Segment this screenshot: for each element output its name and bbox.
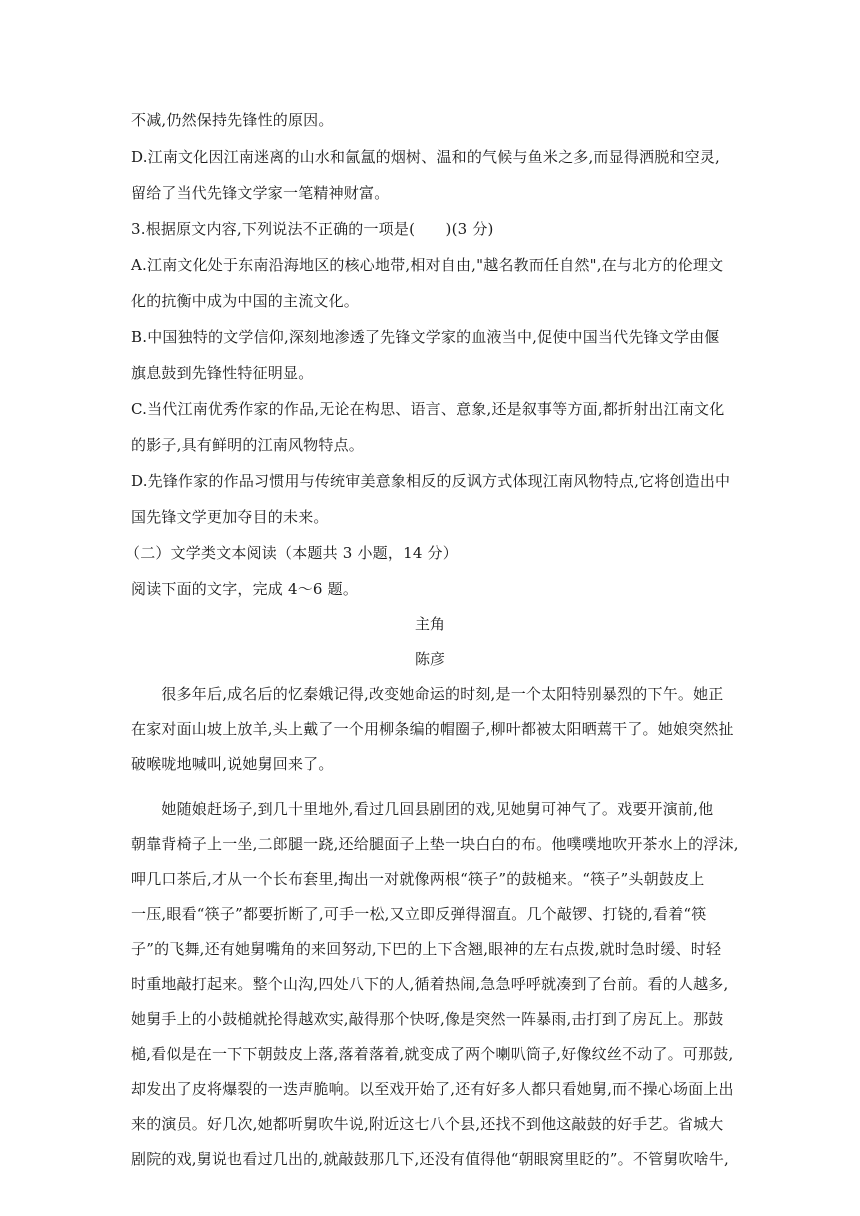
story-line: 却发出了皮将爆裂的一迭声脆响。以至戏开始了,还有好多人都只看她舅,而不操心场面上出 [131,1080,734,1098]
text-line: 留给了当代先锋文学家一笔精神财富。 [131,184,390,202]
option-c-cont: 的影子,具有鲜明的江南风物特点。 [131,436,364,454]
section-heading: （二）文学类文本阅读（本题共 3 小题，14 分） [125,544,458,562]
story-line: 呷几口茶后,才从一个长布套里,掏出一对就像两根“筷子”的鼓槌来。“筷子”头朝鼓皮上 [131,870,705,888]
story-line: 在家对面山坡上放羊,头上戴了一个用柳条编的帽圈子,柳叶都被太阳晒蔫干了。她娘突然扯 [131,720,734,738]
text-line: 不减,仍然保持先锋性的原因。 [131,111,334,129]
option-a-cont: 化的抗衡中成为中国的主流文化。 [131,292,360,310]
text-line: D.江南文化因江南迷离的山水和氤氲的烟树、温和的气候与鱼米之多,而显得洒脱和空灵, [131,148,720,166]
story-line: 她舅手上的小鼓槌就抡得越欢实,敲得那个快呀,像是突然一阵暴雨,击打到了房瓦上。那鼓 [131,1010,724,1028]
story-line: 子”的飞舞,还有她舅嘴角的来回努动,下巴的上下含翘,眼神的左右点拨,就时急时缓、时轻 [131,940,722,958]
story-line: 一压,眼看“筷子”都要折断了,可手一松,又立即反弹得溜直。几个敲锣、打铙的,看着“筷 [131,905,707,923]
story-line: 很多年后,成名后的忆秦娥记得,改变她命运的时刻,是一个太阳特别暴烈的下午。她正 [131,685,724,703]
story-line: 她随娘赶场子,到几十里地外,看过几回县剧团的戏,见她舅可神气了。戏要开演前,他 [131,800,714,818]
option-b: B.中国独特的文学信仰,深刻地渗透了先锋文学家的血液当中,促使中国当代先锋文学由偃 [131,328,720,346]
option-d: D.先锋作家的作品习惯用与传统审美意象相反的反讽方式体现江南风物特点,它将创造出中 [131,472,731,490]
story-line: 来的演员。好几次,她都听舅吹牛说,附近这七八个县,还找不到他这敲鼓的好手艺。省城大 [131,1115,724,1133]
story-line: 槌,看似是在一下下朝鼓皮上落,落着落着,就变成了两个喇叭筒子,好像纹丝不动了。可那鼓, [131,1045,734,1063]
instruction: 阅读下面的文字，完成 4～6 题。 [131,580,359,598]
option-a: A.江南文化处于东南沿海地区的核心地带,相对自由,"越名教而任自然",在与北方的伦理文 [131,256,724,274]
story-line: 剧院的戏,舅说也看过几出的,就敲鼓那几下,还没有值得他“朝眼窝里眨的”。不管舅吹啥牛, [131,1150,730,1168]
story-title: 主角 [414,615,445,633]
story-line: 破喉咙地喊叫,说她舅回来了。 [131,755,334,773]
story-line: 时重地敲打起来。整个山沟,四处八下的人,循着热闹,急急呼呼就凑到了台前。看的人越多, [131,975,729,993]
question-3-stem: 3.根据原文内容,下列说法不正确的一项是( )(3 分) [131,220,494,238]
story-line: 朝靠背椅子上一坐,二郎腿一跷,还给腿面子上垫一块白白的布。他噗噗地吹开茶水上的浮沫, [131,835,739,853]
option-d-cont: 国先锋文学更加夺目的未来。 [131,508,329,526]
option-b-cont: 旗息鼓到先锋性特征明显。 [131,364,314,382]
option-c: C.当代江南优秀作家的作品,无论在构思、语言、意象,还是叙事等方面,都折射出江南文化 [131,400,725,418]
story-author: 陈彦 [414,650,445,668]
